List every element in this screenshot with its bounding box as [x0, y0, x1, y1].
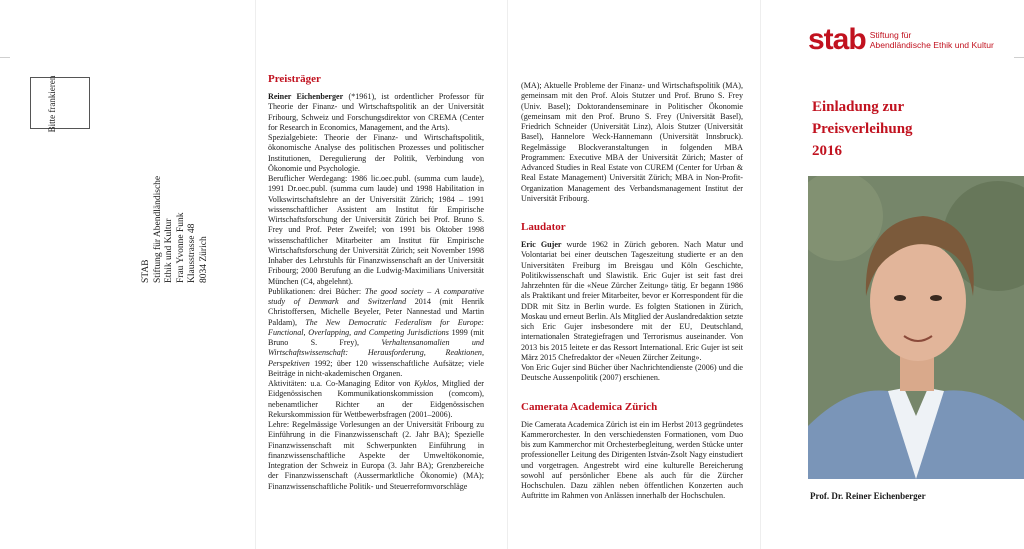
logo-tagline: Stiftung für Abendländische Ethik und Kultur [869, 30, 994, 50]
section-heading-camerata: Camerata Academica Zürich [521, 400, 658, 413]
laudator-column [521, 81, 743, 502]
laudator-name: Eric Gujer [521, 240, 562, 249]
address-line: 8034 Zürich [199, 236, 210, 283]
stab-logo [808, 23, 994, 56]
bio-intro: Reiner Eichenberger (*1961), ist ordentlicher Professor für Theorie der Finanz- und Wirtschaftspolitik an der Universität Fribourg, Schweiz und Forschungsdirektor von CREMA (Center for Research in Economics, Management, and the Arts). [268, 92, 484, 132]
fold-tick [1014, 57, 1024, 58]
fold-line-2 [507, 0, 508, 549]
fold-tick [0, 57, 10, 58]
bio-specialties: Spezialgebiete: Theorie der Finanz- und Wirtschaftspolitik, ökonomische Analyse des politischen Prozesses und politischer Institutionen, Deregulierung der Politik, Verbindung von Ökonomie und Psychologie. [268, 133, 484, 173]
camerata-text: Die Camerata Academica Zürich ist ein im Herbst 2013 gegründetes Kammerorchester. In den verschiedensten Formationen, vom Duo bis zum Kammerchor mit Orchesterbegleitung, werden Stücke unter professioneller Leitung des Dirigenten István-Zsolt Nagy einstudiert und vorgetragen. Angestrebt wird eine kulturelle Bereicherung sowohl auf persönlicher Ebene als auch für die Zürcher Hochschulen. Dazu zählen neben öffentlichen Konzerten auch Auftritte im Rahmen von Anlässen innerhalb der Hochschulen. [521, 419, 743, 501]
address-line: Klausstrasse 48 [187, 223, 198, 283]
stamp-box [30, 77, 90, 129]
winner-name: Reiner Eichenberger [268, 92, 344, 101]
section-heading-laudator: Laudator [521, 221, 566, 233]
stamp-label: Bitte frankieren [47, 75, 57, 133]
invitation-title: Einladung zur Preisverleihung 2016 [812, 99, 913, 159]
section-heading-preistraeger: Preisträger [268, 73, 321, 85]
photo-caption: Prof. Dr. Reiner Eichenberger [810, 491, 926, 501]
laudator-bio: Eric Gujer wurde 1962 in Zürich geboren. Nach Matur und Volontariat bei einer deutschen Tageszeitung studierte er an den Universitäten Freiburg im Breisgau und Köln Geschichte, Politikwissenschaft und Slawistik. Eric Gujer ist seit fast drei Jahrzehnten für die «Neue Zürcher Zeitung» tätig. Er begann 1986 als Praktikant und freier Mitarbeiter, bevor er Korrespondent für die DDR mit Sitz in Berlin wurde. Es folgten Stationen in Zürich, Moskau und erneut Berlin. Als Mitglied der Auslandredaktion setzte sich Eric Gujer insbesondere mit der EU, Deutschland, internationalen Strategiefragen und Terrorismus auseinander. Von 2013 bis 2015 leitete er das Ressort International. Eric Gujer ist seit März 2015 Chefredaktor der «Neuen Zürcher Zeitung». [521, 240, 743, 362]
bio-teaching: Lehre: Regelmässige Vorlesungen an der Universität Fribourg zu Einführung in die Finanzwissenschaft (2. Jahr BA); Spezielle Finanzwissenschaft mit Schwerpunkten Einführung in finanzwissenschaftliche Aspekte der Umweltökonomie, Integration der Schweiz in Europa (3. Jahr BA); Grenzbereiche der Finanzwissenschaft (Aussermarktliche Ökonomie) (MA); Finanzwissenschaftliche Politik- und Steuerreformvorschläge [268, 420, 484, 491]
fold-line-3 [760, 0, 761, 549]
teaching-continued: (MA); Aktuelle Probleme der Finanz- und Wirtschaftspolitik (MA), gemeinsam mit den Prof. Alois Stutzer und Prof. Bruno S. Frey (Univ. Basel); Doktorandenseminare in Politischer Ökonomie (gemeinsam mit den Prof. Bruno S. Frey (Universität Basel), Friedrich Schneider (Universität Linz), Alois Stutzer (Universität Basel), Hannelore Weck-Hannemann (Universität Innsbruck). Regelmässige Blockveranstaltungen in folgenden MBA Programmen: Executive MBA der Universität Zürich; Master of Advanced Studies in Real Estate von CUREM (Center for Urban & Real Estate Management) Universität Zürich; MBA in Non-Profit-Organization Management des Verbandsmanagement Institut der Universität Fribourg. [521, 81, 743, 203]
fold-line-1 [255, 0, 256, 549]
return-address [141, 173, 211, 283]
laudator-books: Von Eric Gujer sind Bücher über Nachrichtendienste (2006) und die Deutsche Aussenpolitik (2007) erschienen. [521, 363, 743, 383]
bio-activities: Aktivitäten: u.a. Co-Managing Editor von Kyklos, Mitglied der Eidgenössischen Kommunikationskommission (comcom), nebenamtlicher Richter an der Eidgenössischen Rekurskommission für Wettbewerbsfragen (2001–2006). [268, 379, 484, 419]
address-line: STAB [141, 259, 152, 283]
portrait-photo [808, 176, 1024, 479]
address-line: Ethik und Kultur [164, 218, 175, 283]
portrait-illustration [808, 176, 1024, 479]
address-line: Frau Yvonne Funk [176, 212, 186, 283]
logo-wordmark: stab [808, 23, 866, 56]
bio-career: Beruflicher Werdegang: 1986 lic.oec.publ. (summa cum laude), 1991 Dr.oec.publ. (summa cum laude) und 1998 Habilitation in Volkswirtschaftslehre an der Universität Zürich; 1984 – 1991 wissenschaftlicher Assistent am Institut für Empirische Wirtschaftsforschung der Universität Zürich bei Prof. Bruno S. Frey und Prof. Peter Zweifel; von 1991 bis Oktober 1998 wissenschaftlicher Mitarbeiter am Institut für Empirische Wirtschaftsforschung der Universität Zürich; seit November 1998 Inhaber des Lehrstuhls für Finanzwissenschaft an der Universität Fribourg; 2000 Berufung an die Ludwig-Maximilians Universität München (C4, abgelehnt). [268, 174, 484, 286]
address-line: Stiftung für Abendländische [152, 175, 163, 283]
bio-publications: Publikationen: drei Bücher: The good society – A comparative study of Denmark and Switzerland 2014 (mit Henrik Christoffersen, Michelle Beyeler, Peter Nannestad und Martin Paldam), The New Democratic Federalism for Europe: Functional, Overlapping, and Competing Jurisdictions 1999 (mit Bruno S. Frey), Verhaltensanomalien und Wirtschaftswissenschaft: Herausforderung, Reaktionen, Perspektiven 1992; über 120 wissenschaftliche Aufsätze; viele Beiträge in nicht-akademischen Organen. [268, 286, 484, 378]
prize-column [268, 72, 484, 492]
